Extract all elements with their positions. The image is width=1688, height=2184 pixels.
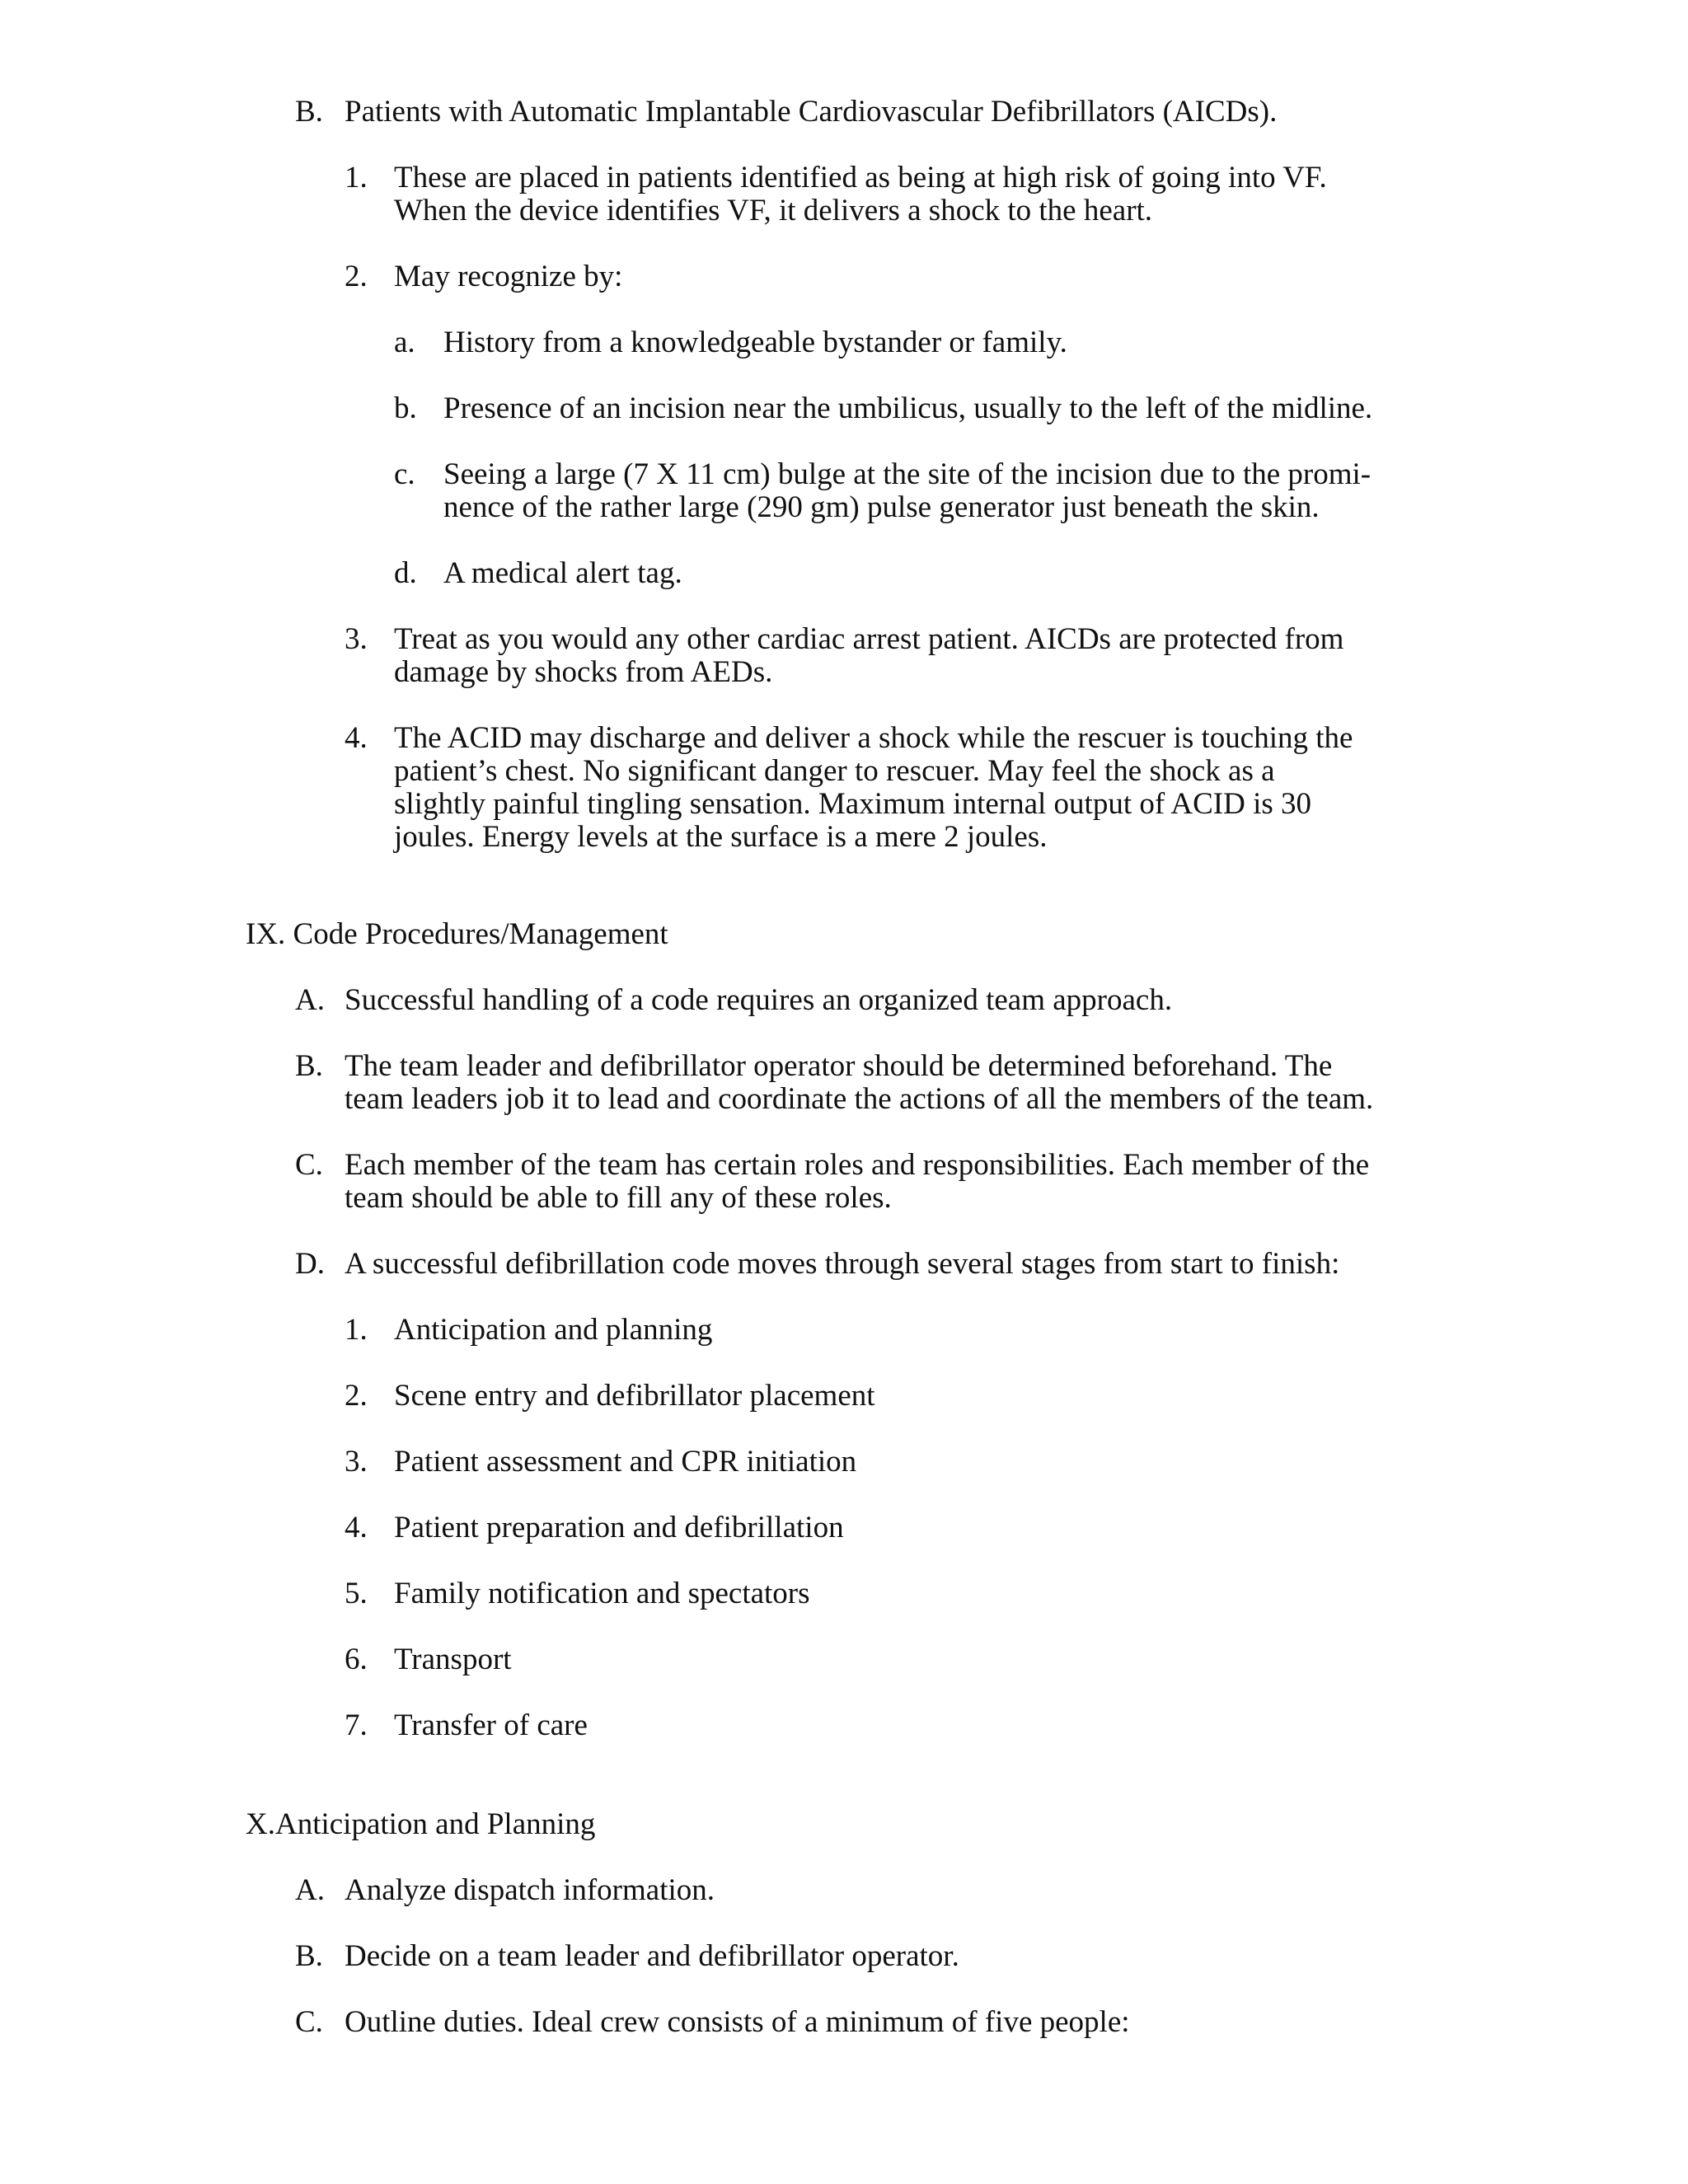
item-text-line: The ACID may discharge and deliver a shock while the rescuer is touching the (394, 721, 1353, 755)
item-number: 1. (345, 161, 368, 194)
item-text-line: Successful handling of a code requires an organized team approach. (345, 983, 1173, 1017)
item-text: Family notification and spectators (394, 1577, 810, 1610)
item-letter: c. (394, 457, 415, 491)
item-number: 1. (345, 1313, 368, 1347)
item-text-line: patient’s chest. No significant danger to rescuer. May feel the shock as a (394, 754, 1275, 788)
item-text: Scene entry and defibrillator placement (394, 1379, 875, 1413)
item-number: 6. (345, 1643, 368, 1676)
item-letter: d. (394, 556, 417, 590)
item-label: D. (295, 1247, 325, 1281)
item-label: C. (295, 2005, 323, 2039)
section-heading-x: X.Anticipation and Planning (246, 1807, 596, 1841)
item-text-line: nence of the rather large (290 gm) pulse generator just beneath the skin. (443, 490, 1320, 524)
item-number: 4. (345, 1511, 368, 1544)
item-number: 3. (345, 622, 368, 656)
item-text-line: team leaders job it to lead and coordinate the actions of all the members of the team. (345, 1082, 1374, 1116)
item-text-line: damage by shocks from AEDs. (394, 655, 773, 689)
item-text: Anticipation and planning (394, 1313, 713, 1347)
item-text: Patient assessment and CPR initiation (394, 1445, 857, 1479)
item-number: 2. (345, 1379, 368, 1413)
item-text: Analyze dispatch information. (345, 1873, 715, 1907)
item-label: B. (295, 1049, 323, 1083)
item-text: Transport (394, 1643, 512, 1676)
item-number: 3. (345, 1445, 368, 1479)
item-text-line: Seeing a large (7 X 11 cm) bulge at the site of the incision due to the promi- (443, 457, 1372, 491)
item-number: 5. (345, 1577, 368, 1610)
item-text-line: A successful defibrillation code moves through several stages from start to finish: (345, 1247, 1340, 1281)
item-text-line: May recognize by: (394, 260, 623, 293)
item-text: Decide on a team leader and defibrillator operator. (345, 1939, 959, 1973)
item-number: 4. (345, 721, 368, 755)
item-text-line: History from a knowledgeable bystander or family. (443, 326, 1067, 359)
item-text-line: joules. Energy levels at the surface is a mere 2 joules. (394, 820, 1048, 854)
item-text: Transfer of care (394, 1708, 588, 1742)
item-text-line: When the device identifies VF, it delivers a shock to the heart. (394, 194, 1153, 227)
item-label: A. (295, 983, 325, 1017)
item-text: Outline duties. Ideal crew consists of a minimum of five people: (345, 2005, 1130, 2039)
item-text: Patient preparation and defibrillation (394, 1511, 844, 1544)
item-text-line: Each member of the team has certain roles and responsibilities. Each member of the (345, 1148, 1370, 1182)
section-heading-ix: IX. Code Procedures/Management (246, 917, 668, 951)
item-text-line: Presence of an incision near the umbilicus, usually to the left of the midline. (443, 391, 1373, 425)
item-label: C. (295, 1148, 323, 1182)
item-number: 2. (345, 260, 368, 293)
item-text-line: slightly painful tingling sensation. Maximum internal output of ACID is 30 (394, 787, 1312, 821)
item-label: A. (295, 1873, 325, 1907)
item-number: 7. (345, 1708, 368, 1742)
item-label: B. (295, 1939, 323, 1973)
item-letter: b. (394, 391, 417, 425)
item-label: B. (295, 95, 323, 129)
item-text-line: A medical alert tag. (443, 556, 682, 590)
item-text-line: Treat as you would any other cardiac arrest patient. AICDs are protected from (394, 622, 1344, 656)
item-text-line: The team leader and defibrillator operator should be determined beforehand. The (345, 1049, 1333, 1083)
item-text: Patients with Automatic Implantable Cardiovascular Defibrillators (AICDs). (345, 95, 1278, 129)
item-text-line: team should be able to fill any of these roles. (345, 1181, 892, 1215)
item-text-line: These are placed in patients identified as being at high risk of going into VF. (394, 161, 1327, 194)
item-letter: a. (394, 326, 415, 359)
